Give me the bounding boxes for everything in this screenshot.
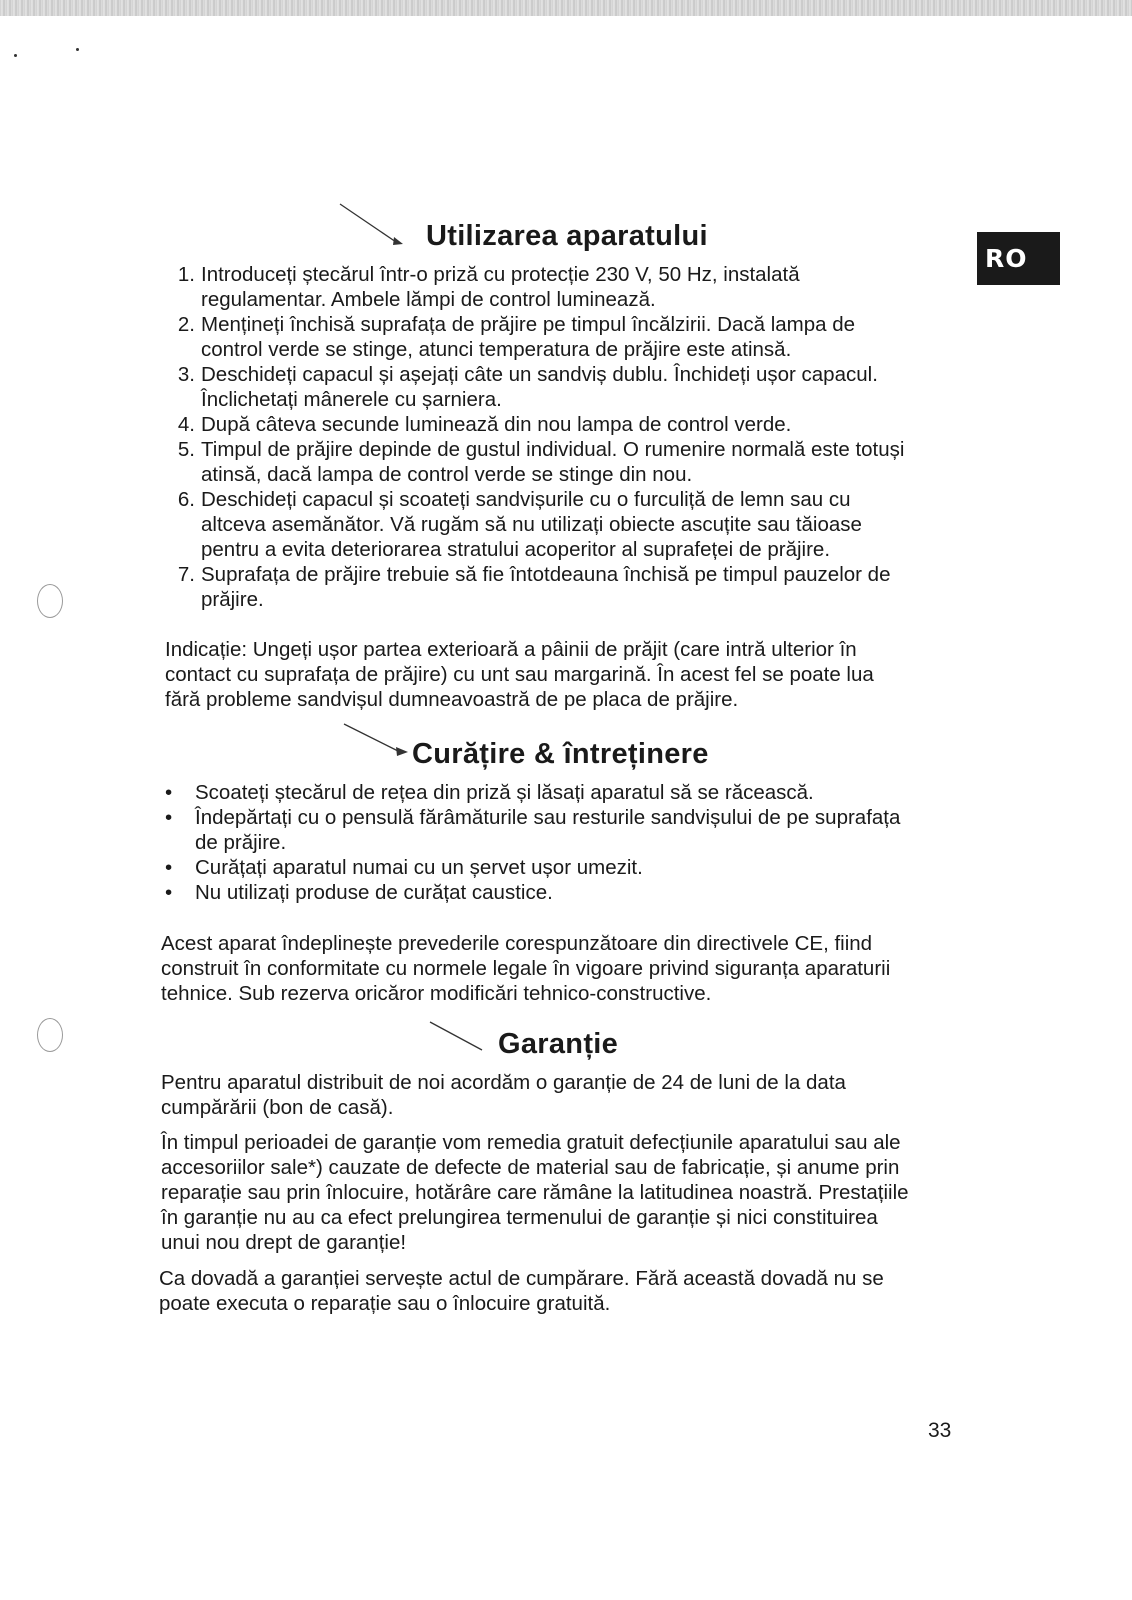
step-number: 7. [177,563,195,586]
step-line: Deschideți capacul și așejați câte un sandviș dublu. Închideți ușor capacul. [201,363,878,386]
bullet-icon: • [165,856,173,879]
step-line: prăjire. [201,588,264,611]
list-item [177,262,904,312]
warranty-line: În timpul perioadei de garanție vom remedia gratuit defecțiunile aparatului sau ale [161,1131,901,1154]
scan-speck [14,54,17,57]
step-number: 3. [177,363,195,386]
scan-speck [76,48,79,51]
ce-line: Acest aparat îndeplinește prevederile corespunzătoare din directivele CE, fiind [161,932,873,955]
step-line: Înclichetați mânerele cu șarniera. [201,388,502,411]
hint-line: contact cu suprafața de prăjire) cu unt sau margarină. În acest fel se poate lua [165,663,874,686]
step-line: După câteva secunde luminează din nou lampa de control verde. [201,413,792,436]
step-line: control verde se stinge, atunci temperatura de prăjire este atinsă. [201,338,792,361]
cleaning-bullets [165,780,901,905]
scan-edge [0,0,1132,16]
ce-line: construit în conformitate cu normele legale în vigoare privind siguranța aparaturii [161,957,891,980]
step-line: Timpul de prăjire depinde de gustul individual. O rumenire normală este totuși [201,438,905,461]
list-item [177,487,904,562]
punch-hole-mark [37,1018,63,1052]
bullet-line: Curățați aparatul numai cu un șervet ușor umezit. [195,856,643,879]
step-line: Mențineți închisă suprafața de prăjire pe timpul încălzirii. Dacă lampa de [201,313,856,336]
step-line: regulamentar. Ambele lămpi de control luminează. [201,288,656,311]
list-item [177,312,904,362]
warranty-paragraph [159,1266,884,1316]
usage-steps [177,262,905,612]
warranty-paragraph [161,1130,909,1255]
hint-line: Indicație: Ungeți ușor partea exterioară a pâinii de prăjit (care intră ulterior în [165,638,857,661]
step-line: atinsă, dacă lampa de control verde se stinge din nou. [201,463,693,486]
bullet-line: Nu utilizați produse de curățat caustice. [195,881,553,904]
step-line: altceva asemănător. Vă rugăm să nu utilizați obiecte ascuțite sau tăioase [201,513,862,536]
step-line: Introduceți ștecărul într-o priză cu protecție 230 V, 50 Hz, instalată [201,263,800,286]
warranty-line: reparație sau prin înlocuire, hotărâre care rămâne la latitudinea noastră. Prestațiile [161,1181,909,1204]
warranty-heading: Garanție [498,1028,619,1060]
punch-hole-mark [37,584,63,618]
warranty-line: cumpărării (bon de casă). [161,1096,394,1119]
list-item [165,880,900,905]
list-item [177,562,904,612]
step-number: 4. [177,413,195,436]
hint-line: fără probleme sandvișul dumneavoastră de pe placa de prăjire. [165,688,739,711]
warranty-line: unui nou drept de garanție! [161,1231,407,1254]
step-number: 5. [177,438,195,461]
heading-arrow-icon [342,722,412,760]
ce-line: tehnice. Sub rezerva oricăror modificări tehnico-constructive. [161,982,712,1005]
bullet-line: Îndepărtați cu o pensulă fărâmăturile sau resturile sandvișului de pe suprafața [195,806,901,829]
cleaning-heading: Curățire & întreținere [412,738,709,770]
list-item [165,805,901,855]
list-item [165,780,900,805]
bullet-icon: • [165,806,173,829]
warranty-line: poate executa o reparație sau o înlocuire gratuită. [159,1292,611,1315]
warranty-line: accesoriilor sale*) cauzate de defecte de material sau de fabricație, și anume prin [161,1156,900,1179]
list-item [177,412,904,437]
usage-heading: Utilizarea aparatului [426,220,708,252]
step-line: Deschideți capacul și scoateți sandvișurile cu o furculiță de lemn sau cu [201,488,851,511]
warranty-line: Ca dovadă a garanției servește actul de cumpărare. Fără această dovadă nu se [159,1267,884,1290]
bullet-icon: • [165,781,173,804]
warranty-paragraph [161,1070,846,1120]
bullet-line: Scoateți ștecărul de rețea din priză și lăsați aparatul să se răcească. [195,781,814,804]
step-line: pentru a evita deteriorarea stratului acoperitor al suprafeței de prăjire. [201,538,831,561]
list-item [177,437,905,487]
bullet-icon: • [165,881,173,904]
warranty-line: Pentru aparatul distribuit de noi acordăm o garanție de 24 de luni de la data [161,1071,846,1094]
heading-arrow-icon [338,202,408,248]
page-number: 33 [928,1419,952,1442]
heading-arrow-icon [428,1020,488,1054]
step-line: Suprafața de prăjire trebuie să fie întotdeauna închisă pe timpul pauzelor de [201,563,891,586]
step-number: 1. [177,263,195,286]
list-item [165,855,900,880]
ce-paragraph [161,931,890,1006]
step-number: 2. [177,313,195,336]
language-tab: RO [977,232,1060,285]
warranty-line: în garanție nu au ca efect prelungirea termenului de garanție și nici constituirea [161,1206,878,1229]
step-number: 6. [177,488,195,511]
list-item [177,362,904,412]
hint-paragraph [165,637,874,712]
bullet-line: de prăjire. [195,831,287,854]
